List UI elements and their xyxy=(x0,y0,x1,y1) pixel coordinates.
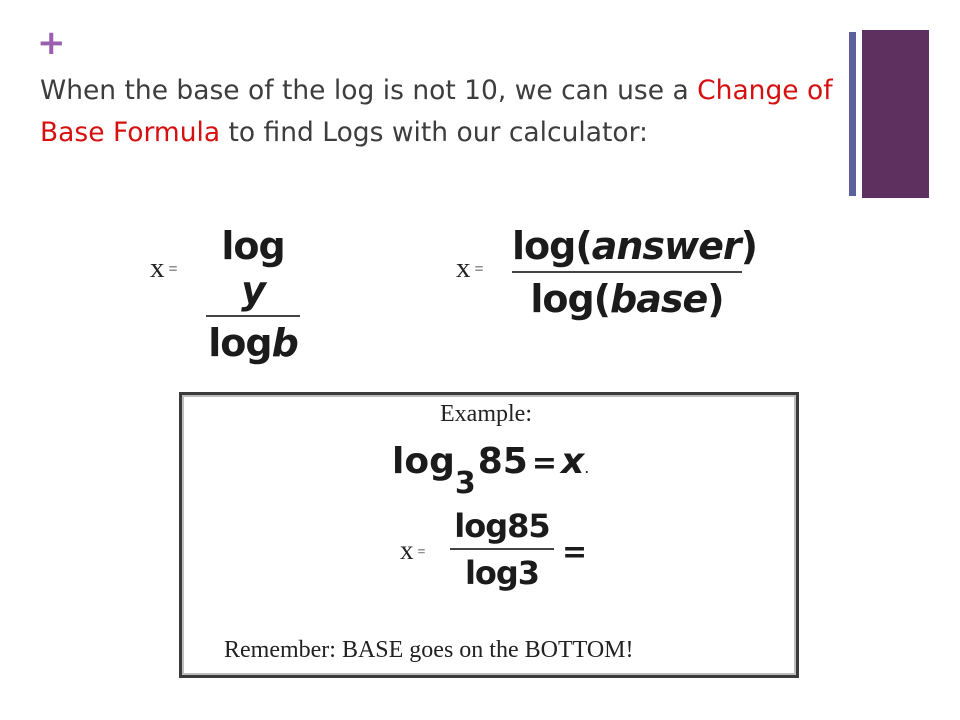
formula-words-fraction xyxy=(512,224,758,321)
formula-words-den-close: ) xyxy=(707,277,724,321)
formula-general-fraction xyxy=(206,224,300,365)
example-numerator: log85 xyxy=(454,507,550,545)
formula-general-num-var: y xyxy=(241,268,265,312)
heading-highlight: Change of Base Formula xyxy=(40,75,833,148)
formula-general-den-log: log xyxy=(208,321,272,365)
fraction-bar xyxy=(512,271,742,273)
formula-words-den-log: log( xyxy=(530,277,611,321)
heading-text-before: When the base of the log is not 10, we can use a xyxy=(40,75,698,106)
formula-general-denominator xyxy=(206,321,300,365)
formula-general-x: x xyxy=(150,252,165,284)
example-arg: 85 xyxy=(477,441,528,482)
heading-text-after: to find Logs with our calculator: xyxy=(220,117,648,148)
example-fraction xyxy=(450,507,554,592)
formula-general-num-log: log xyxy=(221,224,285,268)
decorative-bar-thin xyxy=(849,32,856,196)
example-dot: . xyxy=(584,458,590,477)
example-lhs-x: x xyxy=(400,535,414,565)
formula-words-num-var: answer xyxy=(591,224,741,268)
formula-words-num-close: ) xyxy=(740,224,758,268)
example-base: 3 xyxy=(454,466,476,501)
formula-words-den-var: base xyxy=(610,277,708,321)
formula-words-x: x xyxy=(456,252,471,284)
formula-general-den-var: b xyxy=(271,321,298,365)
formula-words-num-log: log( xyxy=(512,224,592,268)
formula-words-lhs xyxy=(456,252,484,285)
fraction-bar xyxy=(450,548,554,550)
example-result-equals: = xyxy=(562,535,588,570)
example-lhs xyxy=(400,535,425,566)
slide-heading xyxy=(40,70,840,154)
example-log: log xyxy=(392,441,455,482)
formula-words-numerator xyxy=(512,224,758,268)
fraction-bar xyxy=(206,315,300,317)
example-denominator: log3 xyxy=(464,554,540,592)
example-reminder: Remember: BASE goes on the BOTTOM! xyxy=(224,637,634,663)
example-box xyxy=(179,392,799,678)
formula-words-equals: = xyxy=(474,261,484,279)
example-equals: = xyxy=(531,446,557,481)
example-lhs-equals: = xyxy=(417,544,426,560)
formula-general-numerator xyxy=(206,224,300,312)
decorative-bar-thick xyxy=(862,30,929,198)
formula-general-lhs xyxy=(150,252,178,285)
example-title: Example: xyxy=(440,401,532,427)
plus-icon: + xyxy=(37,23,66,63)
example-var: x xyxy=(560,441,585,482)
example-equation xyxy=(392,441,590,501)
formula-general-equals: = xyxy=(168,261,178,279)
formula-words-denominator xyxy=(512,277,742,321)
